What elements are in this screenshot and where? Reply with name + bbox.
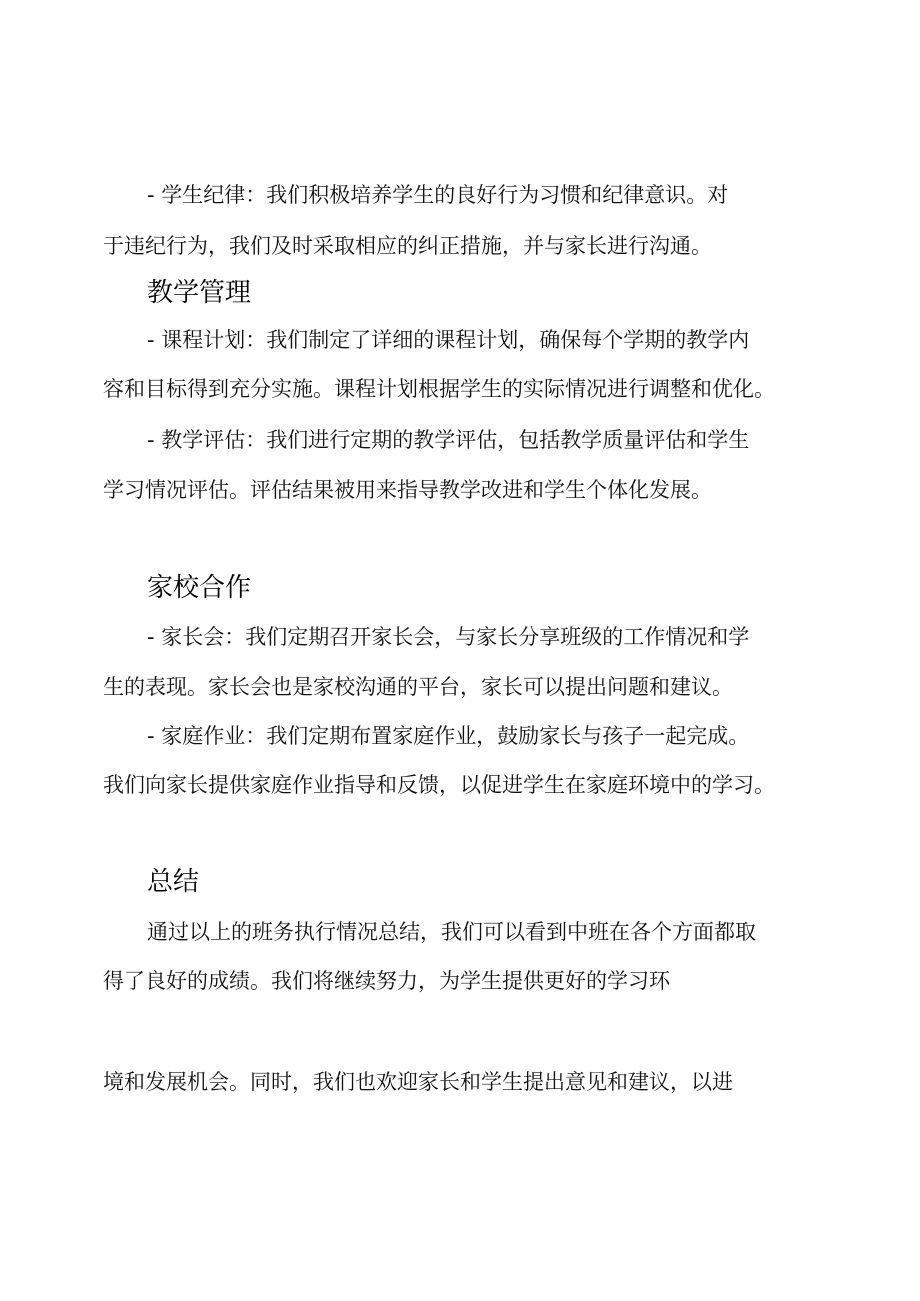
- course-plan-line-1: - 课程计划：我们制定了详细的课程计划，确保每个学期的教学内: [147, 328, 750, 352]
- summary-line-3: 境和发展机会。同时，我们也欢迎家长和学生提出意见和建议，以进: [103, 1070, 733, 1094]
- teaching-eval-line-2: 学习情况评估。评估结果被用来指导教学改进和学生个体化发展。: [103, 478, 712, 502]
- teaching-eval-line-1: - 教学评估：我们进行定期的教学评估，包括教学质量评估和学生: [147, 428, 750, 452]
- section-heading-teaching: 教学管理: [147, 278, 252, 308]
- discipline-line-1: - 学生纪律：我们积极培养学生的良好行为习惯和纪律意识。对: [147, 183, 729, 207]
- summary-line-2: 得了良好的成绩。我们将继续努力，为学生提供更好的学习环: [103, 969, 670, 993]
- section-heading-home-school: 家校合作: [147, 573, 252, 603]
- course-plan-line-2: 容和目标得到充分实施。课程计划根据学生的实际情况进行调整和优化。: [103, 377, 775, 401]
- summary-line-1: 通过以上的班务执行情况总结，我们可以看到中班在各个方面都取: [147, 920, 756, 944]
- section-heading-summary: 总结: [147, 867, 200, 897]
- homework-line-1: - 家庭作业：我们定期布置家庭作业，鼓励家长与孩子一起完成。: [147, 724, 750, 748]
- discipline-line-2: 于违纪行为，我们及时采取相应的纠正措施，并与家长进行沟通。: [103, 234, 712, 258]
- parent-meeting-line-2: 生的表现。家长会也是家校沟通的平台，家长可以提出问题和建议。: [103, 675, 733, 699]
- parent-meeting-line-1: - 家长会：我们定期召开家长会，与家长分享班级的工作情况和学: [147, 625, 750, 649]
- homework-line-2: 我们向家长提供家庭作业指导和反馈，以促进学生在家庭环境中的学习。: [103, 773, 775, 797]
